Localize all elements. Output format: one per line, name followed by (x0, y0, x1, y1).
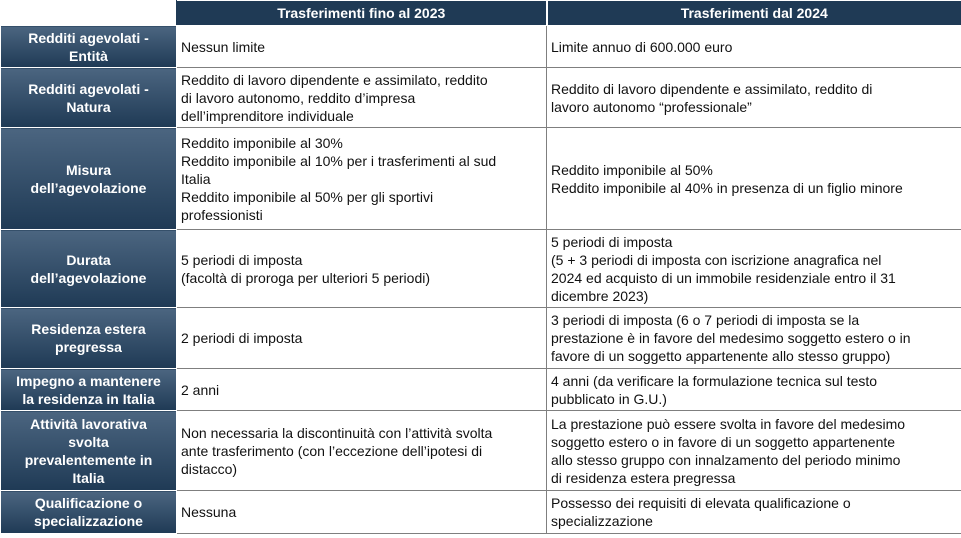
header-row (1, 1, 961, 26)
row-label: Attività lavorativa svolta prevalentemente in Italia (1, 411, 177, 491)
cell-2023: Non necessaria la discontinuità con l’attività svolta ante trasferimento (con l’eccezione dell’ipotesi di distacco) (177, 411, 547, 491)
cell-2024: 4 anni (da verificare la formulazione tecnica sul testo pubblicato in G.U.) (547, 369, 961, 411)
cell-2024: 5 periodi di imposta (5 + 3 periodi di imposta con iscrizione anagrafica nel 2024 ed acquisto di un immobile residenziale entro il 31 dicembre 2023) (547, 230, 961, 308)
row-label: Impegno a mantenere la residenza in Italia (1, 369, 177, 411)
cell-2023: 2 periodi di imposta (177, 308, 547, 369)
cell-2024: Limite annuo di 600.000 euro (547, 26, 961, 68)
table-row (1, 68, 961, 128)
row-label: Redditi agevolati - Natura (1, 68, 177, 128)
cell-2023: 2 anni (177, 369, 547, 411)
cell-2024: Reddito imponibile al 50% Reddito imponibile al 40% in presenza di un figlio minore (547, 128, 961, 230)
row-label: Residenza estera pregressa (1, 308, 177, 369)
row-label: Misura dell’agevolazione (1, 128, 177, 230)
col-header-2023: Trasferimenti fino al 2023 (177, 1, 547, 26)
cell-2023: 5 periodi di imposta (facoltà di proroga per ulteriori 5 periodi) (177, 230, 547, 308)
cell-2023: Nessun limite (177, 26, 547, 68)
corner-cell (1, 1, 177, 26)
table-row (1, 308, 961, 369)
cell-2023: Reddito di lavoro dipendente e assimilato, reddito di lavoro autonomo, reddito d’impresa dell’imprenditore individuale (177, 68, 547, 128)
cell-2024: 3 periodi di imposta (6 o 7 periodi di imposta se la prestazione è in favore del medesimo soggetto estero o in favore di un soggetto appartenente allo stesso gruppo) (547, 308, 961, 369)
table-row (1, 230, 961, 308)
cell-2023: Nessuna (177, 491, 547, 534)
cell-2023: Reddito imponibile al 30% Reddito imponibile al 10% per i trasferimenti al sud Italia Reddito imponibile al 50% per gli sportivi professionisti (177, 128, 547, 230)
table-row (1, 128, 961, 230)
cell-2024: Possesso dei requisiti di elevata qualificazione o specializzazione (547, 491, 961, 534)
table-row (1, 26, 961, 68)
row-label: Redditi agevolati - Entità (1, 26, 177, 68)
col-header-2024: Trasferimenti dal 2024 (547, 1, 961, 26)
row-label: Durata dell’agevolazione (1, 230, 177, 308)
row-label: Qualificazione o specializzazione (1, 491, 177, 534)
cell-2024: La prestazione può essere svolta in favore del medesimo soggetto estero o in favore di un soggetto appartenente allo stesso gruppo con innalzamento del periodo minimo di residenza estera pregressa (547, 411, 961, 491)
cell-2024: Reddito di lavoro dipendente e assimilato, reddito di lavoro autonomo “professionale” (547, 68, 961, 128)
table-row (1, 491, 961, 534)
table-row (1, 369, 961, 411)
table-row (1, 411, 961, 491)
